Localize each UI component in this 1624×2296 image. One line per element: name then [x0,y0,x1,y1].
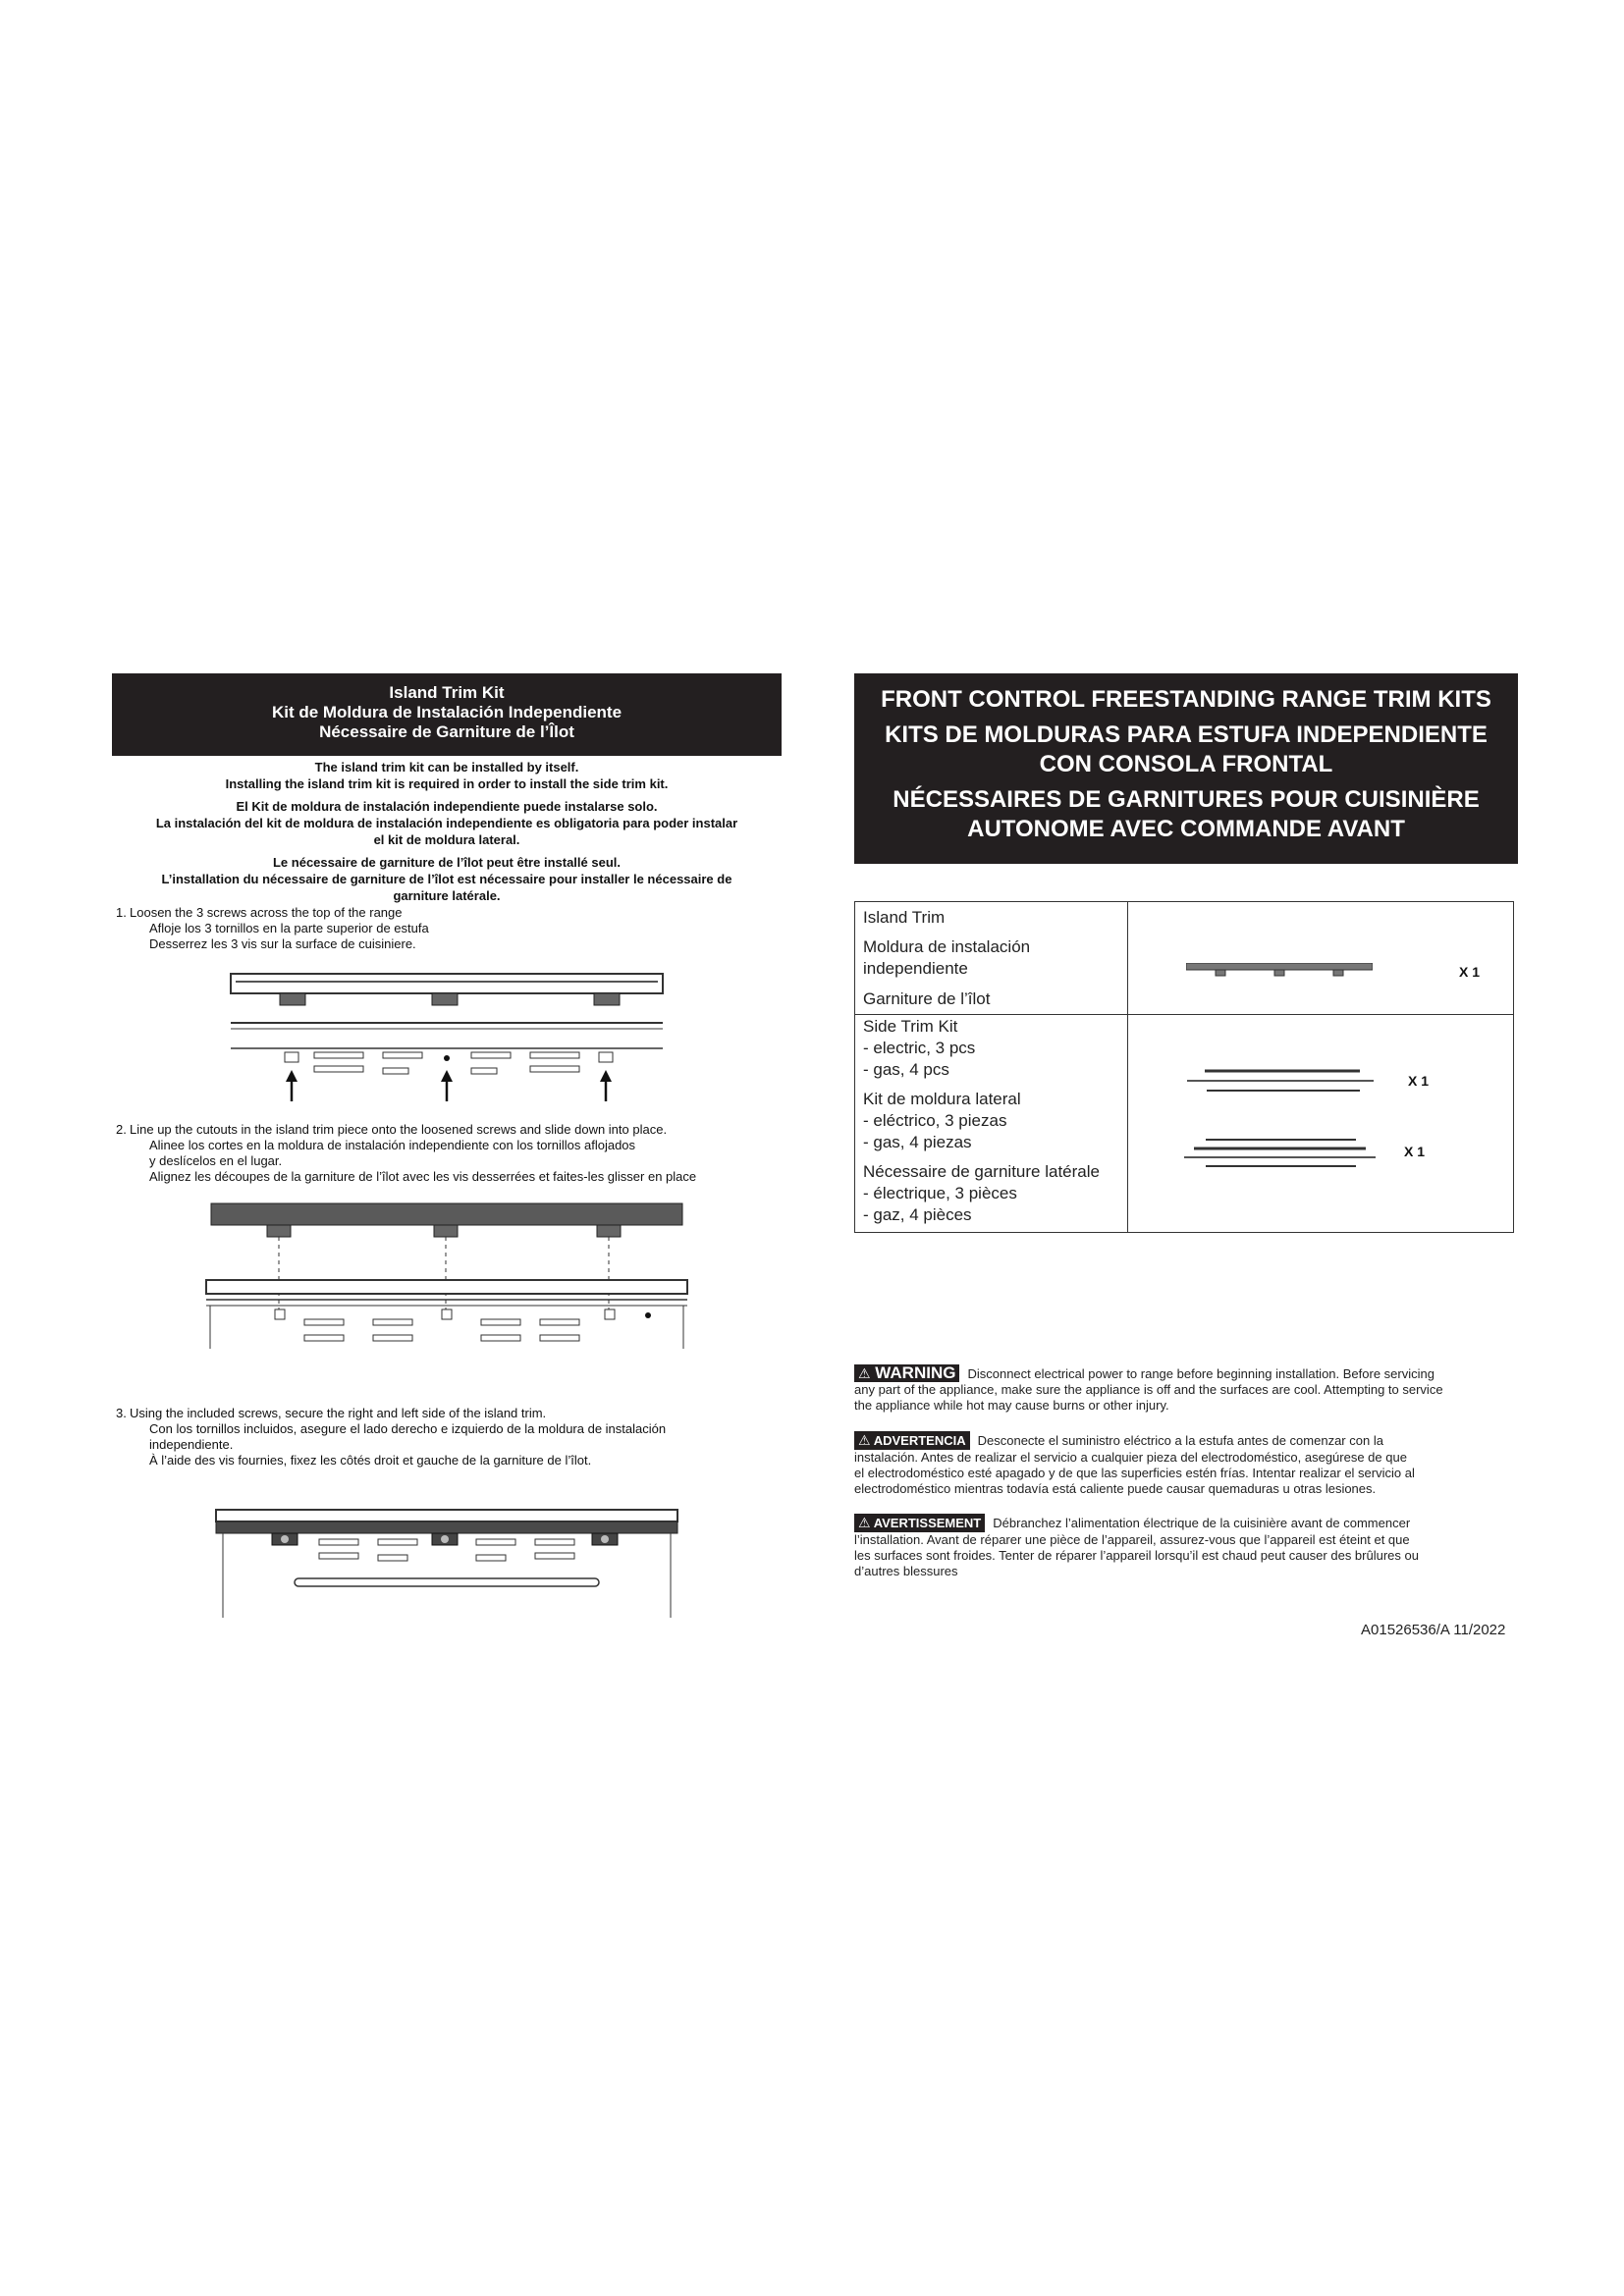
intro-fr-2: L’installation du nécessaire de garniture de l’îlot est nécessaire pour installer le nécessaire de [161,872,732,886]
warning-badge: ⚠ ADVERTENCIA [854,1431,970,1450]
step-text-es: Afloje los 3 tornillos en la parte superior de estufa [149,921,429,935]
step-2-illustration [196,1201,697,1359]
step-text-en: Using the included screws, secure the right and left side of the island trim. [130,1406,547,1420]
island-trim-label-fr: Garniture de l’îlot [863,989,991,1008]
step-3 [116,1406,784,1468]
header-title-fr: Nécessaire de Garniture de l’Îlot [319,722,574,741]
intro-es-2: La instalación del kit de moldura de instalación independiente es obligatoria para poder instalar [155,816,738,830]
step-3-illustration [211,1508,682,1622]
side-trim-electric-fr: - électrique, 3 pièces [863,1184,1017,1202]
side-trim-gas-fr: - gaz, 4 pièces [863,1205,972,1224]
step-text-es-2: independiente. [149,1437,234,1452]
step-number: 2. [116,1122,127,1137]
step-text-es: Con los tornillos incluidos, asegure el lado derecho e izquierdo de la moldura de instalación [149,1421,667,1436]
warning-triangle-icon: ⚠ [858,1515,871,1530]
document-code: A01526536/A 11/2022 [1361,1622,1506,1638]
step-number: 3. [116,1406,127,1420]
header-title-fr-2: AUTONOME AVEC COMMANDE AVANT [967,816,1405,842]
side-trim-label-en: Side Trim Kit [863,1017,958,1036]
step-2 [116,1122,784,1185]
intro-en-1: The island trim kit can be installed by itself. [314,760,579,774]
side-trim-label-es: Kit de moldura lateral [863,1090,1021,1108]
warning-badge: ⚠ AVERTISSEMENT [854,1514,985,1532]
side-trim-gas-en: - gas, 4 pcs [863,1060,949,1079]
island-trim-kit-header [112,673,782,756]
intro-es-1: El Kit de moldura de instalación independiente puede instalarse solo. [236,799,658,814]
warning-es: ⚠ ADVERTENCIA Desconecte el suministro eléctrico a la estufa antes de comenzar con la instalación. Antes de realizar el servicio a cualquier pieza del electrodoméstico, asegúrese de que el electrodoméstico esté apagado y de que las superficies estén frías. Intentar realizar el servicio al electrodoméstico mientras todavía está caliente puede causar quemaduras u otras lesiones. [854,1432,1415,1496]
header-title-es: Kit de Moldura de Instalación Independiente [271,703,623,721]
island-trim-label-es-1: Moldura de instalación [863,937,1031,956]
step-1 [116,905,784,952]
side-trim-gas-part-illustration [1184,1136,1376,1171]
header-title-fr-1: NÉCESSAIRES DE GARNITURES POUR CUISINIÈRE [893,786,1480,813]
trim-kits-header [854,673,1518,864]
warning-badge: ⚠ WARNING [854,1364,959,1382]
step-text-fr: Alignez les découpes de la garniture de l’îlot avec les vis desserrées et faites-les glisser en place [149,1169,697,1184]
side-trim-gas-quantity: X 1 [1404,1144,1426,1159]
header-title-en: Island Trim Kit [389,683,505,702]
intro-es-3: el kit de moldura lateral. [373,832,520,847]
side-trim-gas-es: - gas, 4 piezas [863,1133,972,1151]
island-trim-part-illustration [1186,963,1373,983]
side-trim-electric-part-illustration [1187,1067,1374,1095]
island-trim-label-es-2: independiente [863,959,968,978]
step-text-es-2: y deslícelos en el lugar. [149,1153,283,1168]
step-text-en: Line up the cutouts in the island trim piece onto the loosened screws and slide down into place. [130,1122,668,1137]
arrow-up-icon [600,1070,612,1101]
side-trim-electric-quantity: X 1 [1408,1073,1430,1089]
header-title-es-1: KITS DE MOLDURAS PARA ESTUFA INDEPENDIENTE [885,721,1488,748]
step-text-fr: Desserrez les 3 vis sur la surface de cuisiniere. [149,936,416,951]
header-title-es-2: CON CONSOLA FRONTAL [1039,751,1333,777]
intro-en-2: Installing the island trim kit is required in order to install the side trim kit. [225,776,669,791]
step-text-en: Loosen the 3 screws across the top of the range [130,905,403,920]
warning-triangle-icon: ⚠ [858,1365,871,1381]
island-trim-quantity: X 1 [1459,964,1481,980]
side-trim-electric-en: - electric, 3 pcs [863,1039,976,1057]
side-trim-electric-es: - eléctrico, 3 piezas [863,1111,1007,1130]
side-trim-label-fr: Nécessaire de garniture latérale [863,1162,1100,1181]
warning-triangle-icon: ⚠ [858,1432,871,1448]
intro-fr-1: Le nécessaire de garniture de l’îlot peut être installé seul. [272,855,621,870]
warning-en: ⚠ WARNING Disconnect electrical power to range before beginning installation. Before servicing any part of the appliance, make sure the appliance is off and the surfaces are cool. Attempting to service the appliance while hot may cause burns or other injury. [854,1363,1443,1413]
header-title-en: FRONT CONTROL FREESTANDING RANGE TRIM KITS [881,686,1491,713]
warning-fr: ⚠ AVERTISSEMENT Débranchez l’alimentation électrique de la cuisinière avant de commencer l’installation. Avant de réparer une pièce de l’appareil, assurez-vous que l’appareil est éteint et que les surfaces sont froides. Tenter de réparer l’appareil lorsqu’il est chaud peut causer des brûlures ou d’autres blessures [854,1515,1419,1578]
step-number: 1. [116,905,127,920]
step-text-es: Alinee los cortes en la moldura de instalación independiente con los tornillos aflojados [149,1138,636,1152]
intro-fr-3: garniture latérale. [393,888,501,903]
step-text-fr: À l’aide des vis fournies, fixez les côtés droit et gauche de la garniture de l’îlot. [149,1453,592,1468]
kit-contents-table [854,901,1514,1233]
arrow-up-icon [286,1070,298,1101]
step-1-illustration [226,972,668,1107]
island-trim-label-en: Island Trim [863,908,946,927]
arrow-up-icon [441,1070,453,1101]
